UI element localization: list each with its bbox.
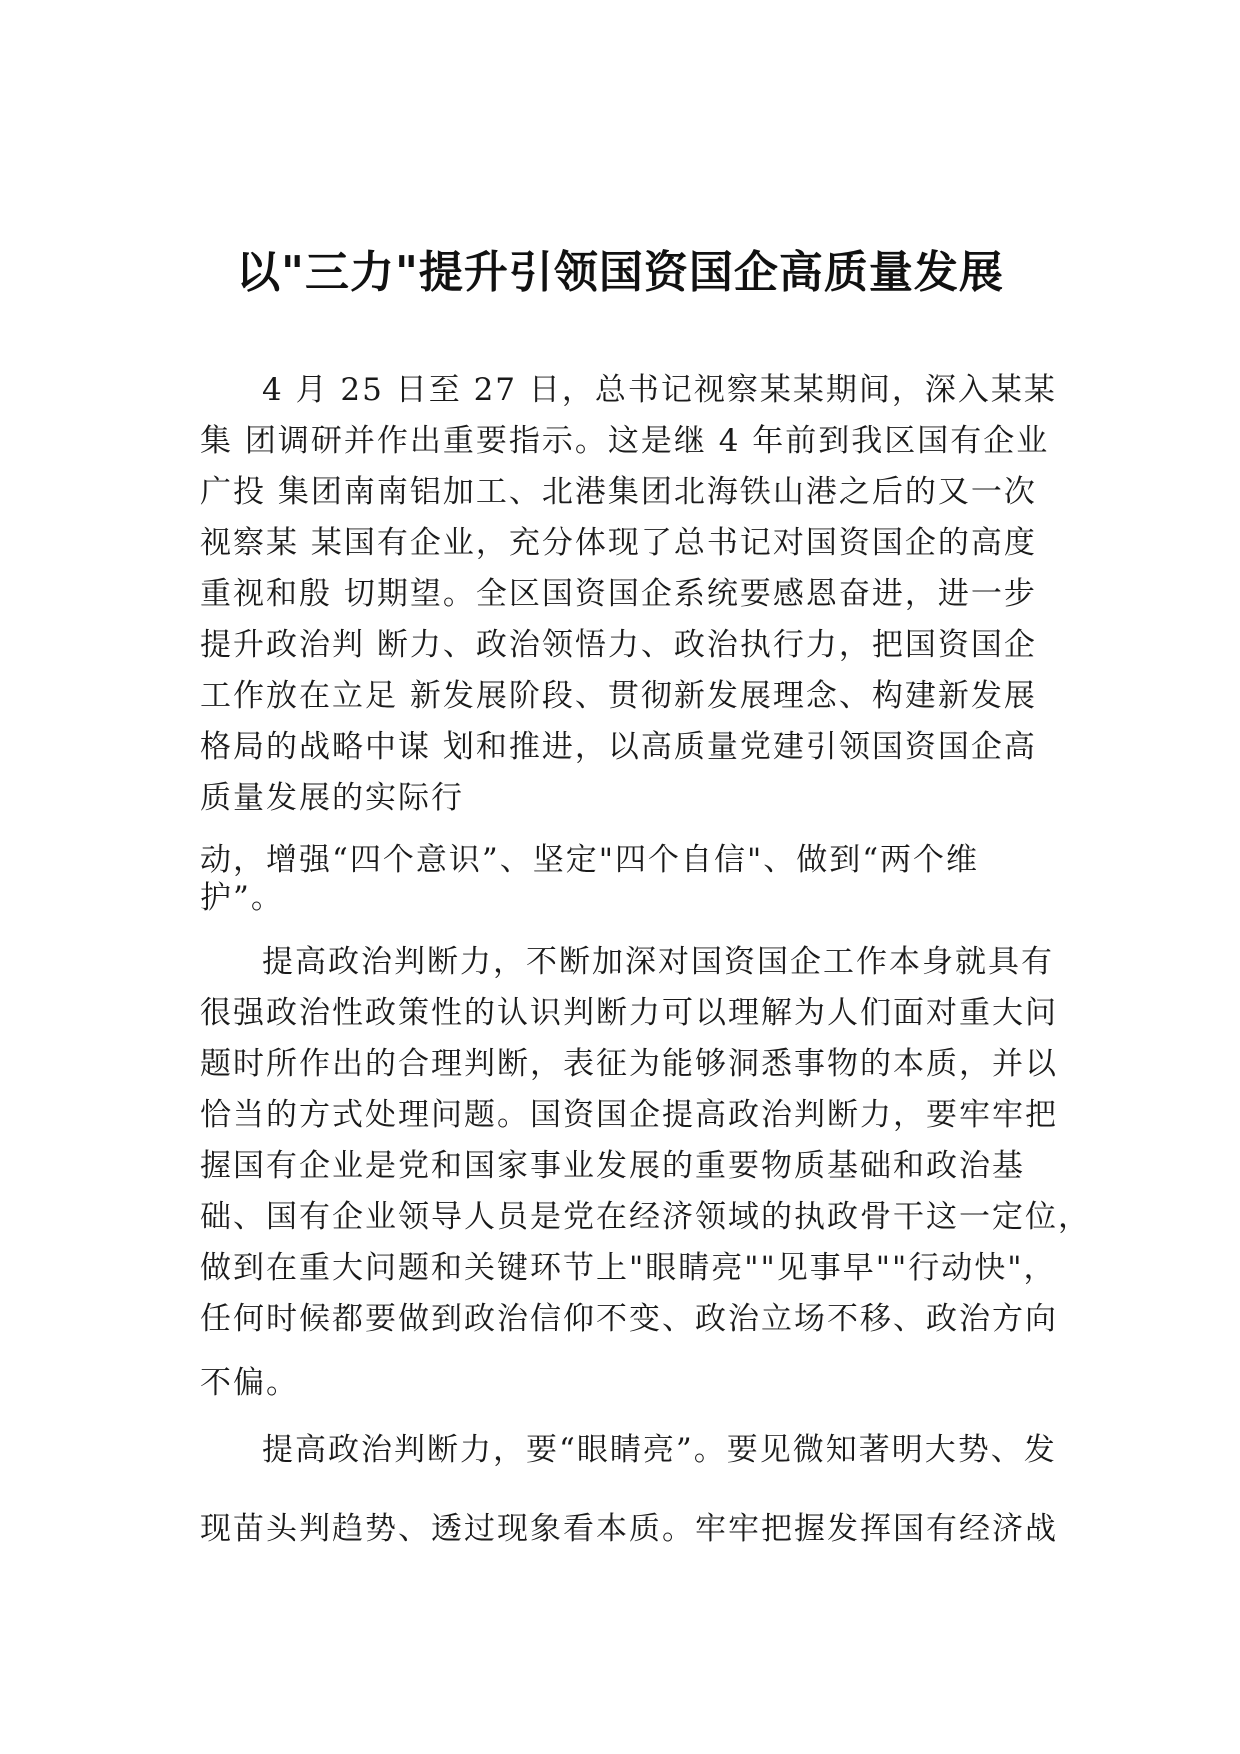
paragraph-line: 提高政治判断力，不断加深对国资国企工作本身就具有 — [262, 944, 1054, 980]
paragraph-line: 握国有企业是党和国家事业发展的重要物质基础和政治基 — [200, 1148, 1025, 1184]
paragraph-line: 4 月 25 日至 27 日，总书记视察某某期间，深入某某 — [262, 372, 1057, 408]
paragraph-line: 提高政治判断力，要“眼睛亮”。要见微知著明大势、发 — [262, 1432, 1057, 1468]
paragraph-line: 任何时候都要做到政治信仰不变、政治立场不移、政治方向 — [200, 1301, 1058, 1337]
paragraph-line: 础、国有企业领导人员是党在经济领域的执政骨干这一定位， — [200, 1199, 1091, 1235]
paragraph-line: 集 团调研并作出重要指示。这是继 4 年前到我区国有企业 — [200, 423, 1050, 459]
paragraph-line: 视察某 某国有企业，充分体现了总书记对国资国企的高度 — [200, 525, 1037, 561]
paragraph-line: 工作放在立足 新发展阶段、贯彻新发展理念、构建新发展 — [200, 678, 1037, 714]
paragraph-line: 提升政治判 断力、政治领悟力、政治执行力，把国资国企 — [200, 627, 1037, 663]
paragraph-line: 动，增强“四个意识”、坚定"四个自信"、做到“两个维 — [200, 842, 980, 878]
paragraph-line: 做到在重大问题和关键环节上"眼睛亮""见事早""行动快"， — [200, 1250, 1057, 1286]
document-title: 以"三力"提升引领国资国企高质量发展 — [236, 247, 1004, 298]
paragraph-line: 恰当的方式处理问题。国资国企提高政治判断力，要牢牢把 — [200, 1097, 1058, 1133]
paragraph-line: 重视和殷 切期望。全区国资国企系统要感恩奋进，进一步 — [200, 576, 1037, 612]
paragraph-line: 格局的战略中谋 划和推进，以高质量党建引领国资国企高 — [200, 729, 1037, 765]
paragraph-line: 不偏。 — [200, 1365, 299, 1401]
paragraph-line: 很强政治性政策性的认识判断力可以理解为人们面对重大问 — [200, 995, 1058, 1031]
paragraph-line: 广投 集团南南铝加工、北港集团北海铁山港之后的又一次 — [200, 474, 1037, 510]
paragraph-line: 质量发展的实际行 — [200, 780, 464, 816]
paragraph-line: 题时所作出的合理判断，表征为能够洞悉事物的本质，并以 — [200, 1046, 1058, 1082]
paragraph-line: 护”。 — [200, 880, 284, 916]
paragraph-line: 现苗头判趋势、透过现象看本质。牢牢把握发挥国有经济战 — [200, 1511, 1058, 1547]
